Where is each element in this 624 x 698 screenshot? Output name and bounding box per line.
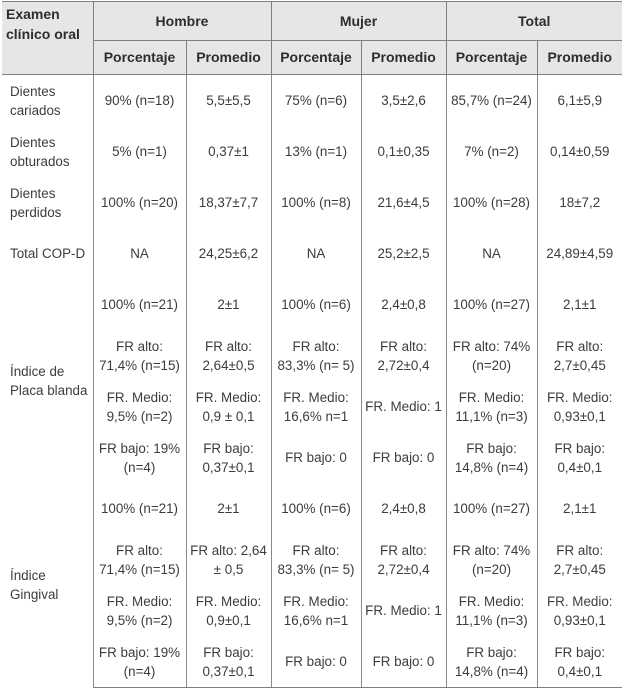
- table-cell: 3,5±2,6: [361, 75, 446, 127]
- table-cell: FR bajo: 0,4±0,1: [537, 636, 622, 688]
- table-cell: 7% (n=2): [446, 126, 537, 177]
- table-cell: FR alto: 2,7±0,45: [537, 534, 622, 585]
- table-cell: FR bajo: 0: [271, 432, 361, 483]
- table-cell: 2,1±1: [537, 279, 622, 330]
- table-cell: 100% (n=28): [446, 177, 537, 228]
- row-label: Total COP-D: [2, 228, 93, 279]
- table-cell: FR. Medio: 1: [361, 585, 446, 636]
- table-cell: FR bajo: 0,4±0,1: [537, 432, 622, 483]
- table-container: [2, 1, 622, 688]
- row-group-label: Índice Gingival: [2, 483, 93, 688]
- table-cell: 6,1±5,9: [537, 75, 622, 127]
- table-cell: FR bajo: 0,37±0,1: [186, 432, 271, 483]
- table-cell: 100% (n=21): [93, 279, 186, 330]
- table-cell: 85,7% (n=24): [446, 75, 537, 127]
- table-cell: FR. Medio: 0,9±0,1: [186, 585, 271, 636]
- table-cell: FR alto: 71,4% (n=15): [93, 330, 186, 381]
- group-header-hombre: Hombre: [93, 2, 271, 41]
- table-cell: 0,14±0,59: [537, 126, 622, 177]
- table-row: [2, 228, 622, 279]
- table-cell: NA: [271, 228, 361, 279]
- table-cell: FR. Medio: 0,93±0,1: [537, 381, 622, 432]
- table-cell: 2±1: [186, 279, 271, 330]
- table-cell: 100% (n=6): [271, 279, 361, 330]
- table-row: [2, 126, 622, 177]
- group-header-total: Total: [446, 2, 622, 41]
- table-cell: NA: [93, 228, 186, 279]
- table-cell: FR. Medio: 9,5% (n=2): [93, 381, 186, 432]
- subheader-porcentaje: Porcentaje: [271, 41, 361, 75]
- table-cell: 90% (n=18): [93, 75, 186, 127]
- table-row: [2, 330, 622, 381]
- table-cell: 2±1: [186, 483, 271, 534]
- table-cell: 100% (n=8): [271, 177, 361, 228]
- row-header-label: Examen clínico oral: [2, 2, 93, 75]
- row-group-label: Índice de Placa blanda: [2, 279, 93, 483]
- subheader-promedio: Promedio: [537, 41, 622, 75]
- table-cell: NA: [446, 228, 537, 279]
- row-label: Dientes perdidos: [2, 177, 93, 228]
- table-cell: FR alto: 2,64±0,5: [186, 330, 271, 381]
- table-cell: FR. Medio: 0,93±0,1: [537, 585, 622, 636]
- table-cell: 21,6±4,5: [361, 177, 446, 228]
- table-cell: 18±7,2: [537, 177, 622, 228]
- table-cell: FR. Medio: 9,5% (n=2): [93, 585, 186, 636]
- table-cell: FR bajo: 14,8% (n=4): [446, 636, 537, 688]
- table-row: [2, 585, 622, 636]
- table-cell: FR bajo: 14,8% (n=4): [446, 432, 537, 483]
- table-cell: FR alto: 74% (n=20): [446, 534, 537, 585]
- table-cell: FR bajo: 0: [361, 432, 446, 483]
- table-row: [2, 279, 622, 330]
- table-cell: 100% (n=27): [446, 483, 537, 534]
- group-header-mujer: Mujer: [271, 2, 446, 41]
- table-row: [2, 534, 622, 585]
- table-cell: FR bajo: 0: [361, 636, 446, 688]
- table-cell: 0,37±1: [186, 126, 271, 177]
- table-cell: FR. Medio: 11,1% (n=3): [446, 585, 537, 636]
- row-label: Dientes cariados: [2, 75, 93, 127]
- table-cell: FR bajo: 19% (n=4): [93, 432, 186, 483]
- table-cell: 100% (n=27): [446, 279, 537, 330]
- table-cell: FR. Medio: 16,6% n=1: [271, 381, 361, 432]
- table-cell: 25,2±2,5: [361, 228, 446, 279]
- table-row: [2, 636, 622, 688]
- table-cell: FR alto: 83,3% (n= 5): [271, 330, 361, 381]
- table-cell: 24,89±4,59: [537, 228, 622, 279]
- table-body: [2, 75, 622, 688]
- table-cell: 2,1±1: [537, 483, 622, 534]
- row-label: Dientes obturados: [2, 126, 93, 177]
- table-cell: 2,4±0,8: [361, 279, 446, 330]
- table-cell: 0,1±0,35: [361, 126, 446, 177]
- table-cell: FR alto: 2,7±0,45: [537, 330, 622, 381]
- table-cell: FR alto: 71,4% (n=15): [93, 534, 186, 585]
- table-cell: FR bajo: 19% (n=4): [93, 636, 186, 688]
- table-cell: FR. Medio: 11,1% (n=3): [446, 381, 537, 432]
- table-cell: FR bajo: 0,37±0,1: [186, 636, 271, 688]
- table-cell: 18,37±7,7: [186, 177, 271, 228]
- table-cell: FR alto: 83,3% (n= 5): [271, 534, 361, 585]
- table-row: [2, 177, 622, 228]
- table-cell: 5% (n=1): [93, 126, 186, 177]
- table-row: [2, 75, 622, 127]
- table-cell: 75% (n=6): [271, 75, 361, 127]
- table-cell: 24,25±6,2: [186, 228, 271, 279]
- subheader-promedio: Promedio: [361, 41, 446, 75]
- subheader-porcentaje: Porcentaje: [446, 41, 537, 75]
- table-cell: FR. Medio: 1: [361, 381, 446, 432]
- oral-exam-table: [2, 1, 622, 688]
- table-cell: 100% (n=21): [93, 483, 186, 534]
- table-row: [2, 432, 622, 483]
- table-cell: FR. Medio: 0,9 ± 0,1: [186, 381, 271, 432]
- table-cell: 2,4±0,8: [361, 483, 446, 534]
- table-cell: FR bajo: 0: [271, 636, 361, 688]
- table-cell: FR. Medio: 16,6% n=1: [271, 585, 361, 636]
- table-cell: FR alto: 74% (n=20): [446, 330, 537, 381]
- table-row: [2, 381, 622, 432]
- table-cell: FR alto: 2,64 ± 0,5: [186, 534, 271, 585]
- subheader-porcentaje: Porcentaje: [93, 41, 186, 75]
- table-row: [2, 483, 622, 534]
- table-cell: FR alto: 2,72±0,4: [361, 534, 446, 585]
- table-cell: 100% (n=20): [93, 177, 186, 228]
- table-cell: 100% (n=6): [271, 483, 361, 534]
- table-cell: 5,5±5,5: [186, 75, 271, 127]
- table-cell: 13% (n=1): [271, 126, 361, 177]
- table-cell: FR alto: 2,72±0,4: [361, 330, 446, 381]
- subheader-promedio: Promedio: [186, 41, 271, 75]
